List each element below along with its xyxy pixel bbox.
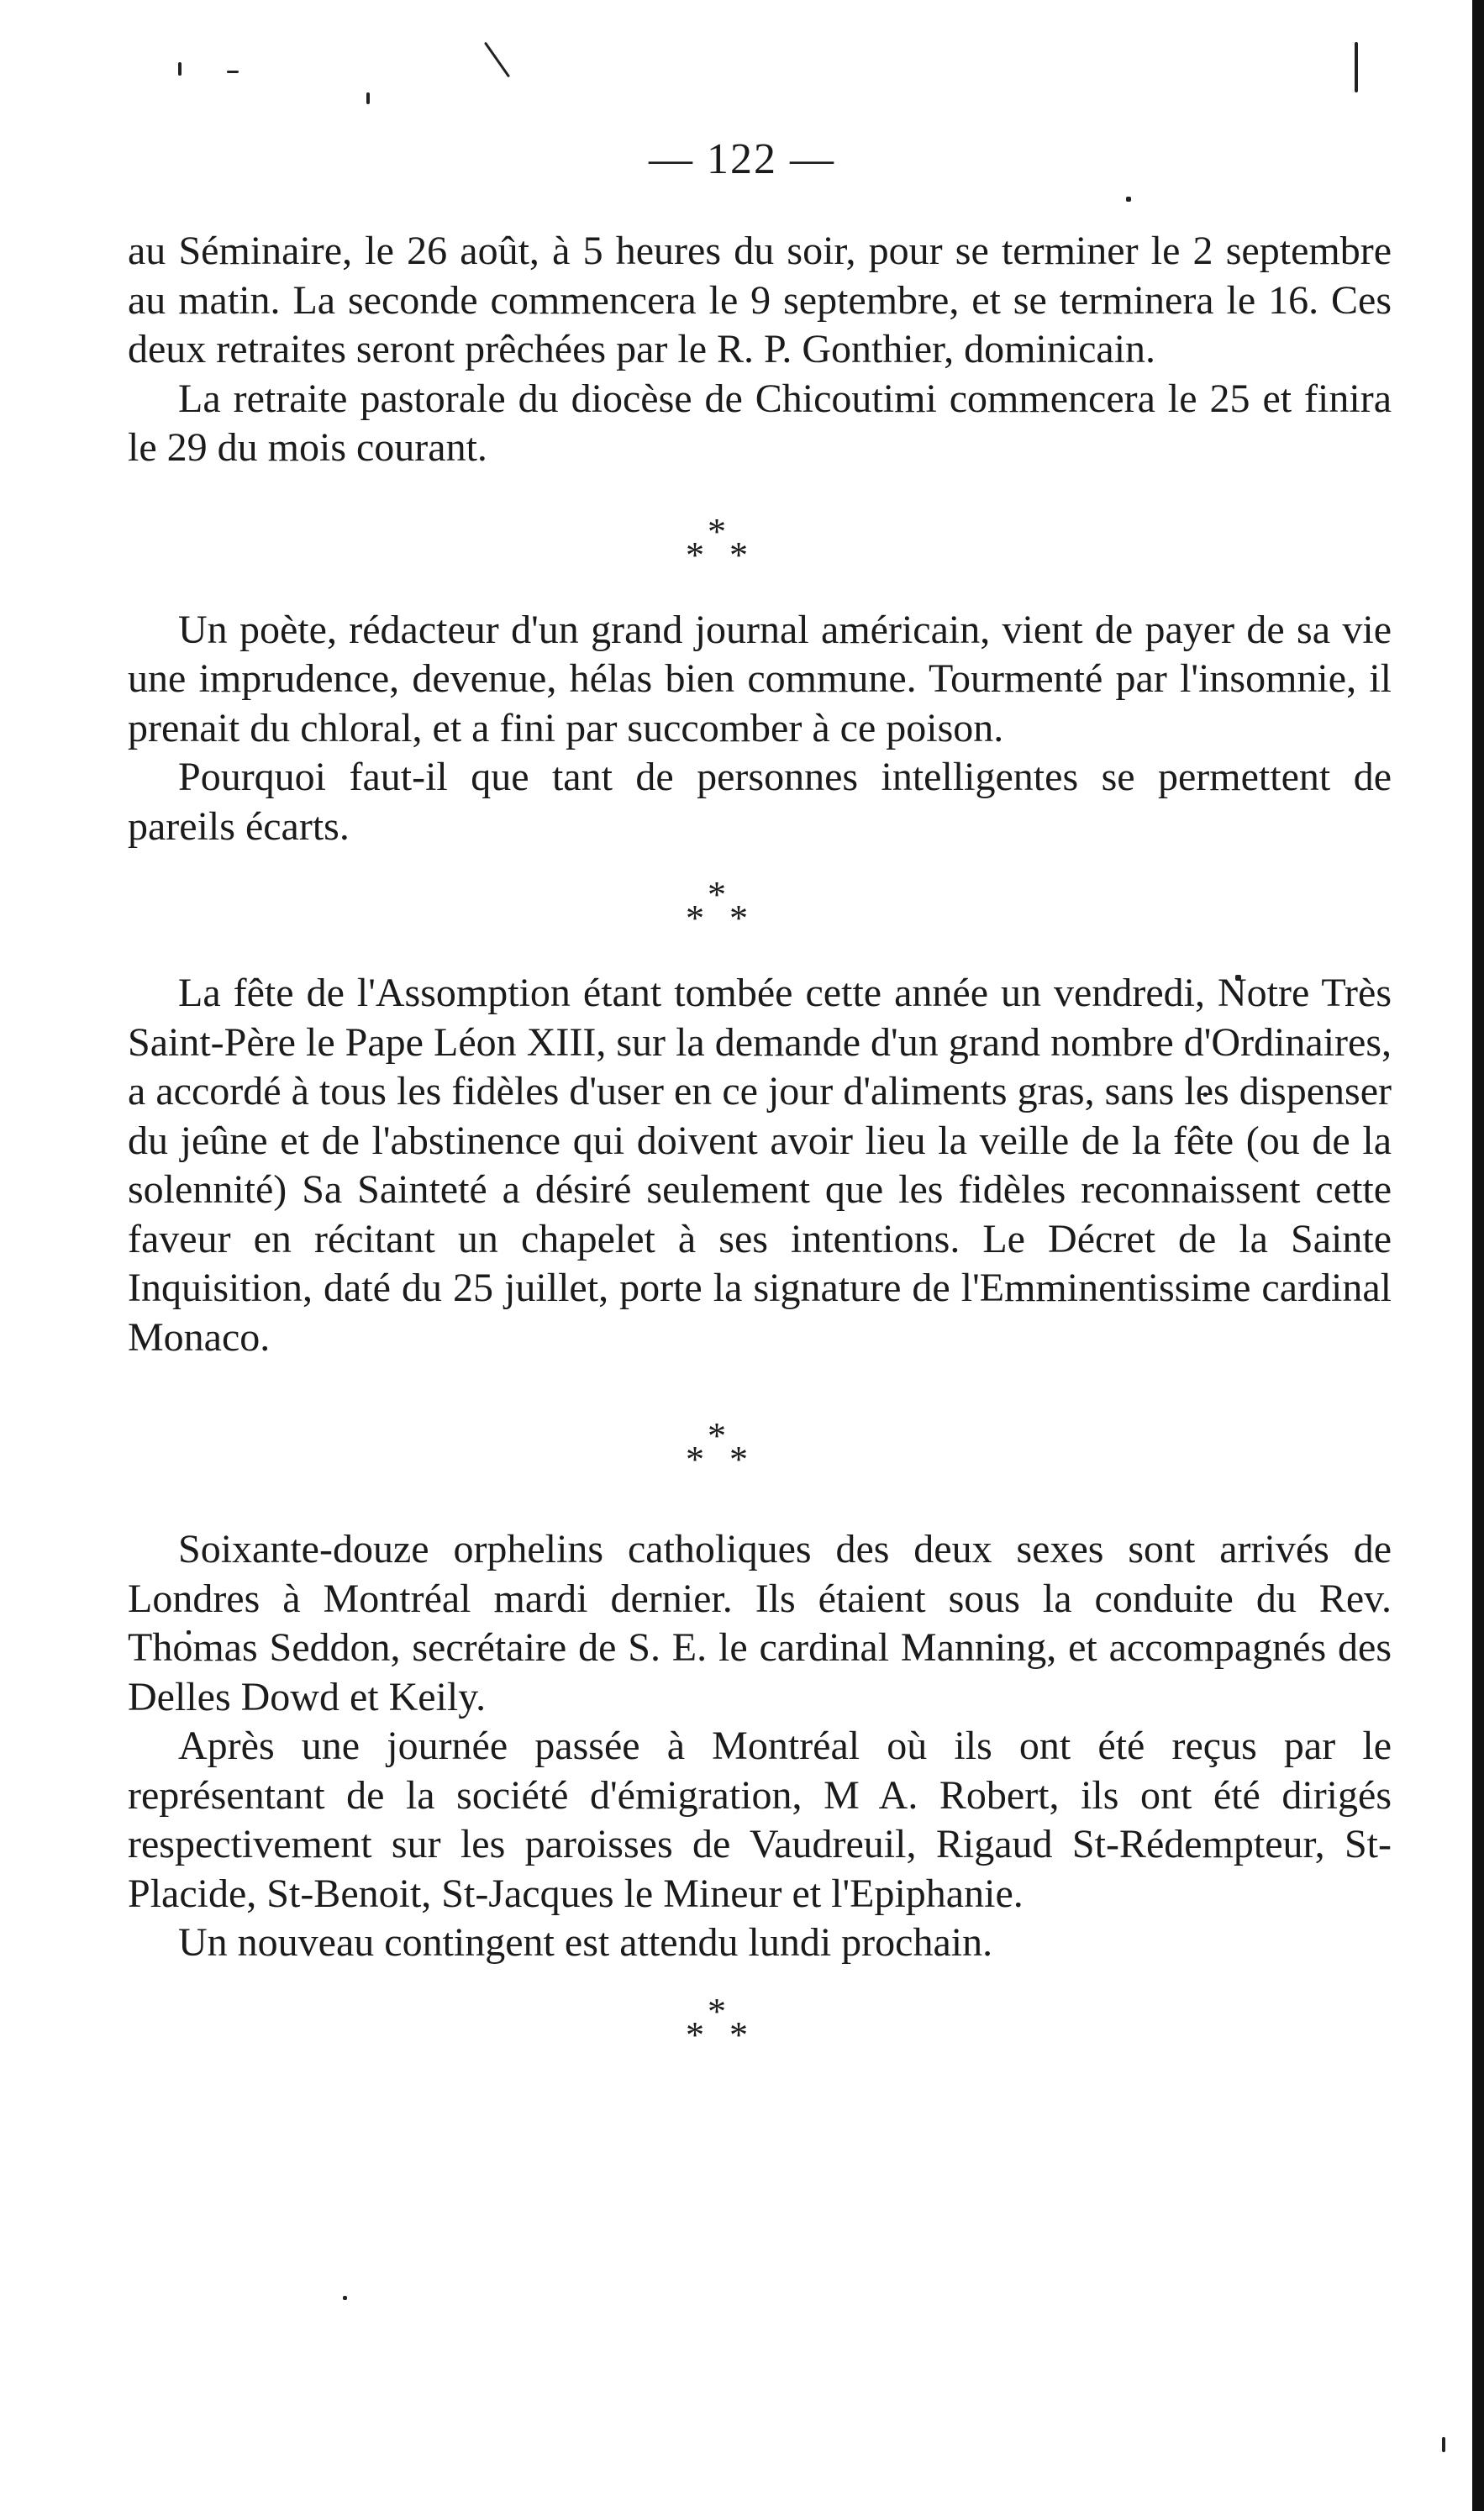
section-separator-asterism [128, 1416, 1392, 1487]
asterisk: * [729, 534, 748, 576]
asterisk: * [729, 2014, 748, 2056]
page-edge-shadow [1472, 0, 1484, 2511]
section-separator-asterism [128, 512, 1392, 582]
asterisk: * [686, 898, 704, 939]
scan-speck [366, 92, 370, 104]
paragraph: Un nouveau contingent est attendu lundi prochain. [178, 1920, 993, 1965]
paragraph: Un poète, rédacteur d'un grand journal américain, vient de payer de sa vie une imprudence, devenue, hélas bien commune. Tourmenté par l'insomnie, il prenait du chloral, et a fini par succomber à ce poison. [128, 607, 1392, 750]
asterisk: * [708, 1415, 726, 1456]
asterisk: * [686, 2014, 704, 2056]
scan-speck [1126, 197, 1131, 202]
scan-speck [227, 71, 239, 73]
scan-speck [1355, 42, 1358, 92]
paragraph: Pourquoi faut-il que tant de personnes intelligentes se permettent de pareils écarts. [128, 755, 1392, 849]
scan-speck [343, 2296, 347, 2300]
asterisk: * [708, 1990, 726, 2032]
section-separator-asterism [128, 1992, 1392, 2062]
asterisk: * [729, 898, 748, 939]
page-number: — 122 — [649, 135, 835, 183]
text-column [128, 227, 1392, 2062]
paragraph: La fête de l'Assomption étant tombée cette année un vendredi, Notre Très Saint-Père le Pape Léon XIII, sur la demande d'un grand nombre d'Ordinaires, a accordé à tous les fidèles d'user en ce jour d'aliments gras, sans les dispenser du jeûne et de l'abstinence qui doivent avoir lieu la veille de la fête (ou de la solennité) Sa Sainteté a désiré seulement que les fidèles reconnaissent cette faveur en récitant un chapelet à ses intentions. Le Décret de la Sainte Inquisition, daté du 25 juillet, porte la signature de l'Emminentissime cardinal Monaco. [128, 971, 1392, 1360]
paragraph: Après une journée passée à Montréal où ils ont été reçus par le représentant de la société d'émigration, M A. Robert, ils ont été dirigés respectivement sur les paroisses de Vaudreuil, Rigaud St-Rédempteur, St-Placide, St-Benoit, St-Jacques le Mineur et l'Epiphanie. [128, 1724, 1392, 1916]
asterisk: * [686, 1439, 704, 1480]
scan-speck [1442, 2437, 1445, 2452]
scan-speck [178, 62, 182, 76]
asterisk: * [729, 1439, 748, 1480]
paragraph: au Séminaire, le 26 août, à 5 heures du soir, pour se terminer le 2 septembre au matin. La seconde commencera le 9 septembre, et se terminera le 16. Ces deux retraites seront prêchées par le R. P. Gonthier, dominicain. [128, 229, 1392, 371]
asterisk: * [708, 874, 726, 915]
section-separator-asterism [128, 875, 1392, 945]
scan-speck [484, 42, 510, 78]
asterisk: * [686, 534, 704, 576]
paragraph: La retraite pastorale du diocèse de Chicoutimi commencera le 25 et finira le 29 du mois courant. [128, 376, 1392, 470]
asterisk: * [708, 510, 726, 552]
paragraph: Soixante-douze orphelins catholiques des deux sexes sont arrivés de Londres à Montréal mardi dernier. Ils étaient sous la conduite du Rev. Thomas Seddon, secrétaire de S. E. le cardinal Manning, et accompagnés des Delles Dowd et Keily. [128, 1527, 1392, 1719]
